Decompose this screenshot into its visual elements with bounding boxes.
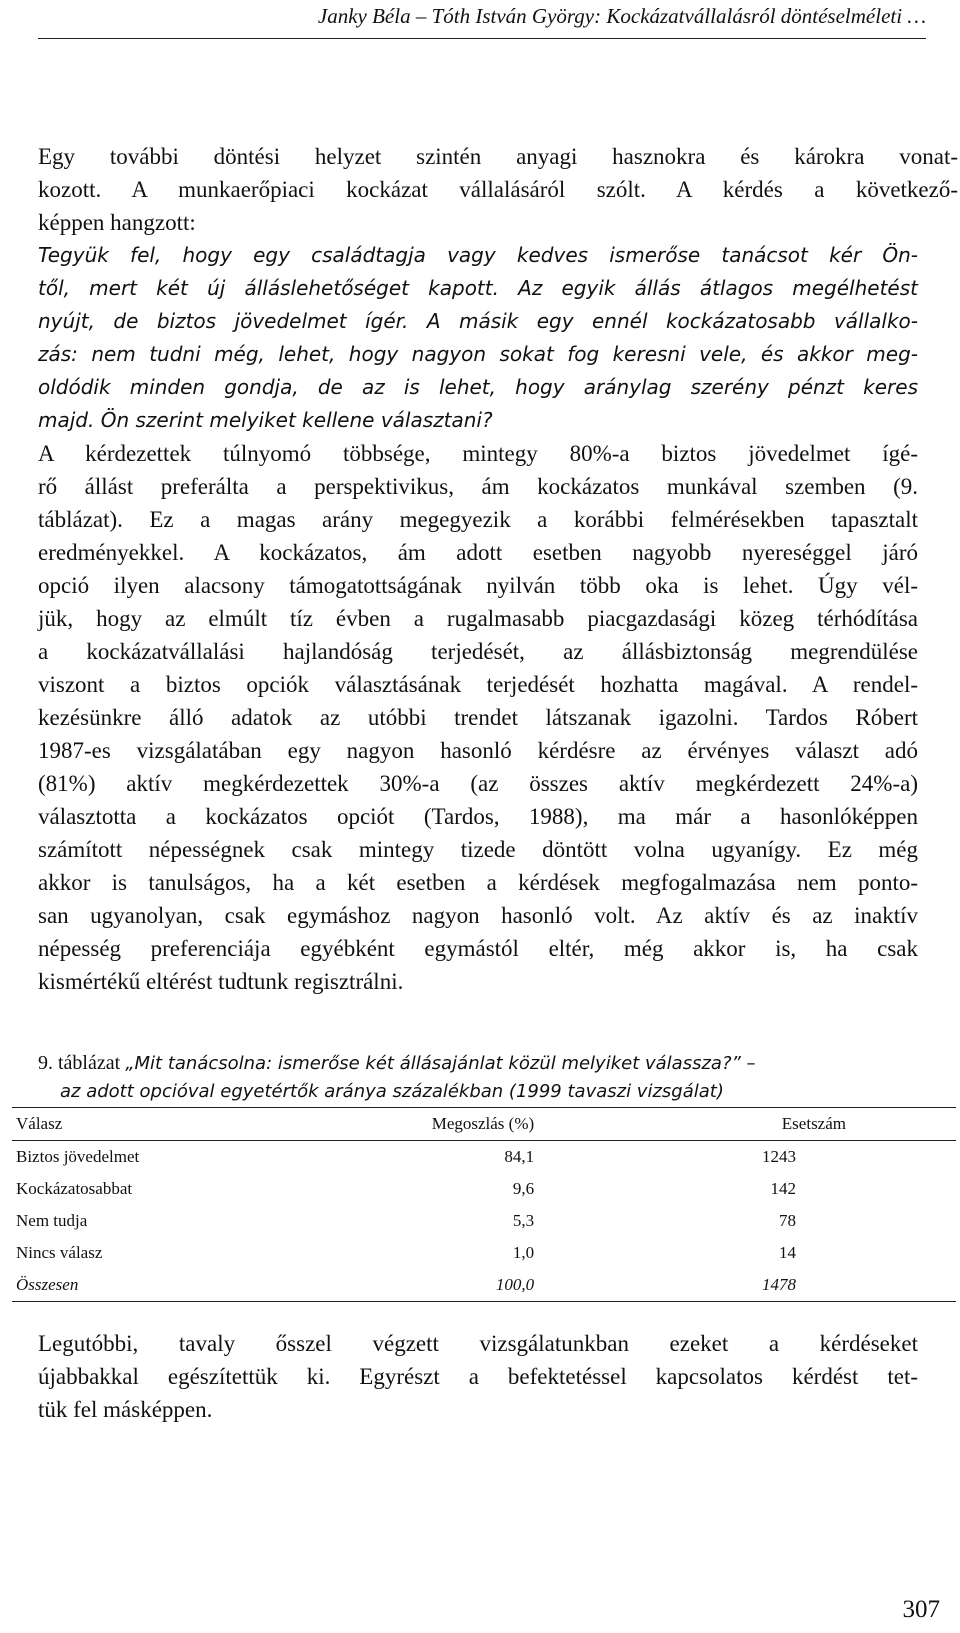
table-cell: Biztos jövedelmet [16,1147,140,1166]
text-line: választotta a kockázatos opciót (Tardos, 1988), ma már a hasonlóképpen [38,804,918,829]
table-row [12,1237,956,1269]
text-line: jük, hogy az elmúlt tíz évben a rugalmasabb piacgazdasági közeg térhódítása [38,606,918,631]
table-cell: Összesen [16,1275,79,1294]
text-line: kismértékű eltérést tudtunk regisztrálni. [38,969,404,994]
table-cell: 9,6 [512,1179,535,1198]
table-cell: Nem tudja [16,1211,88,1230]
text-line: kozott. A munkaerőpiaci kockázat vállalásáról szólt. A kérdés a következő- [38,177,958,202]
table-cell: 5,3 [512,1211,535,1230]
table-caption [38,1049,918,1106]
text-line: képpen hangzott: [38,210,196,235]
text-line: (81%) aktív megkérdezettek 30%-a (az összes aktív megkérdezett 24%-a) [38,771,918,796]
intro-paragraph [38,140,958,239]
text-line: eredményekkel. A kockázatos, ám adott esetben nagyobb nyereséggel járó [38,540,918,565]
text-line: számított népességnek csak mintegy tizede döntött volna ugyanígy. Ez még [38,837,918,862]
body-paragraph [38,437,918,998]
survey-question [38,239,918,437]
column-header: Válasz [16,1114,63,1133]
text-line: majd. Ön szerint melyiket kellene választani? [38,408,493,432]
table-cell: 1243 [762,1147,796,1166]
text-line: viszont a biztos opciók választásának terjedését hozhatta magával. A rendel- [38,672,918,697]
text-line: újabbakkal egészítettük ki. Egyrészt a befektetéssel kapcsolatos kérdést tet- [38,1364,918,1389]
table-header-row [12,1108,956,1141]
text-line: 1987-es vizsgálatában egy nagyon hasonló kérdésre az érvényes választ adó [38,738,918,763]
table-title: „Mit tanácsolna: ismerőse két állásajánlat közül melyiket válassza?” – [125,1053,756,1074]
table-cell: Nincs válasz [16,1243,103,1262]
table-cell: 1478 [762,1275,796,1294]
text-line: zás: nem tudni még, lehet, hogy nagyon sokat fog keresni vele, és akkor meg- [38,342,918,366]
table-number: 9. táblázat [38,1052,121,1074]
text-line: népesség preferenciája egyébként egymástól eltér, még akkor is, ha csak [38,936,918,961]
text-line: Egy további döntési helyzet szintén anyagi hasznokra és károkra vonat- [38,144,958,169]
column-header: Megoszlás (%) [431,1114,535,1133]
text-line: tük fel másképpen. [38,1397,213,1422]
text-line: kezésünkre álló adatok az utóbbi trendet látszanak igazolni. Tardos Róbert [38,705,918,730]
table-row [12,1141,956,1174]
table-row [12,1173,956,1205]
table-row [12,1205,956,1237]
closing-paragraph [38,1327,918,1426]
running-title: Janky Béla – Tóth István György: Kockázatvállalásról döntéselméleti … [317,4,926,28]
response-table [12,1107,956,1302]
text-line: nyújt, de biztos jövedelmet ígér. A másik egy ennél kockázatosabb vállalko- [38,309,918,333]
table-cell: 14 [779,1243,796,1262]
text-line: Tegyük fel, hogy egy családtagja vagy kedves ismerőse tanácsot kér Ön- [38,243,918,267]
text-line: oldódik minden gondja, de az is lehet, hogy aránylag szerény pénzt keres [38,375,918,399]
table-cell: Kockázatosabbat [16,1179,133,1198]
text-line: opció ilyen alacsony támogatottságának nyilván több oka is lehet. Úgy vél- [38,573,918,598]
table-subtitle: az adott opcióval egyetértők aránya százalékban (1999 tavaszi vizsgálat) [60,1081,724,1102]
table-cell: 100,0 [495,1275,535,1294]
table-cell: 84,1 [504,1147,535,1166]
text-line: A kérdezettek túlnyomó többsége, mintegy 80%-a biztos jövedelmet ígé- [38,441,918,466]
text-line: san ugyanolyan, csak egymáshoz nagyon hasonló volt. Az aktív és az inaktív [38,903,918,928]
text-line: től, mert két új álláslehetőséget kapott. Az egyik állás átlagos megélhetést [38,276,918,300]
text-line: Legutóbbi, tavaly ősszel végzett vizsgálatunkban ezeket a kérdéseket [38,1331,918,1356]
page-number: 307 [902,1596,940,1623]
table-cell: 1,0 [512,1243,535,1262]
text-line: a kockázatvállalási hajlandóság terjedését, az állásbiztonság megrendülése [38,639,918,664]
text-line: táblázat). Ez a magas arány megegyezik a korábbi felmérésekben tapasztalt [38,507,918,532]
table-total-row [12,1269,956,1302]
text-line: rő állást preferálta a perspektivikus, ám kockázatos munkával szemben (9. [38,474,918,499]
column-header: Esetszám [781,1114,846,1133]
table-cell: 78 [779,1211,796,1230]
text-line: akkor is tanulságos, ha a két esetben a kérdések megfogalmazása nem ponto- [38,870,918,895]
table-cell: 142 [770,1179,796,1198]
running-header [38,0,926,39]
